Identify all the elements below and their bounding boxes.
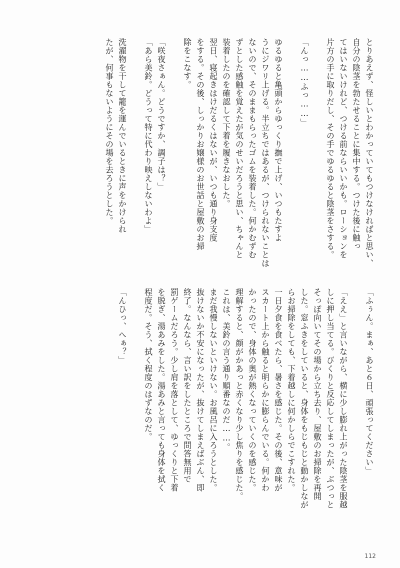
body-text-upper: とりあえず、怪しいとわかっていてもつけなければと思い、 自分の陰茎を勃たせることに集中する。つけた後に触っ てはいないけれど、つける前ならいいかも。ローションを 片方の手に取りだし、その手でゆるゆると陰茎をさする。 「んっ……ふっ……」 ゆるゆると亀頭からゆっくり撫で上げ、いつもたすよ うにジワリ上げる。半立ちではあるが、つけられないことは ないので、そのままもらったゴムを装着した。何かむずむ ずとした感触を覚えたが気のせいだろうと思い、ちゃんと 装着したのを確認して下着を履きなおした。 翌日、寝起きはけだるくはないが、いつも通り身支度 をする。その後、しっかりお嬢様のお世話と屋敷のお掃 除をこなす。 「咲夜さぁん。どうですか、調子は？」 「あら美鈴。どうって特に代わり映えしないわよ」 洗濯物を干して籠を運んでいるときに声をかけられ たが、何事もないようにその場を去ろうとした。: [105, 38, 374, 268]
body-text-lower: 「ふぅん。まぁ、あと６日、頑張ってください」 「ええ」と言いながら、横に少し膨れ上がった陰茎を服越 しに押し当てる。びくりと反応してしまったが、ぶつっと そっぽ向いてその場から立ち去り、屋敷のお掃除を再開 した。窓ふきをしていると、身体をもじもじと動かしなが らお掃除をしても、下着越しに何かしらでこすれた。 一日夕食を食べたら、暑さを感じた。その後、意味が スカート上から触ると明らかに膨らんでいる。何かわ かったので、身体の奥が熱くなっていくのを感じた。 理解すると、顔がかあっと赤くなり少し焦りを感じた。 これは、美鈴の言う通り順番なのだ……。 まだ我慢しないといけない。お風呂に入ろうとした。 抜けないか不安になったが、抜けてしまえばぶん、即 終了。なんなら、言い訳をしたところで問答無用で 罰ゲームだろう。少し肩を落として、ゆっくりと下着 を脱ぎ、湯あみをした。湯あみと言っても身体を拭く 程度だ。そう、拭く程度のはずなのだ。 「んひっ、へぁ？」: [118, 288, 374, 509]
page-number: 112: [364, 553, 376, 560]
